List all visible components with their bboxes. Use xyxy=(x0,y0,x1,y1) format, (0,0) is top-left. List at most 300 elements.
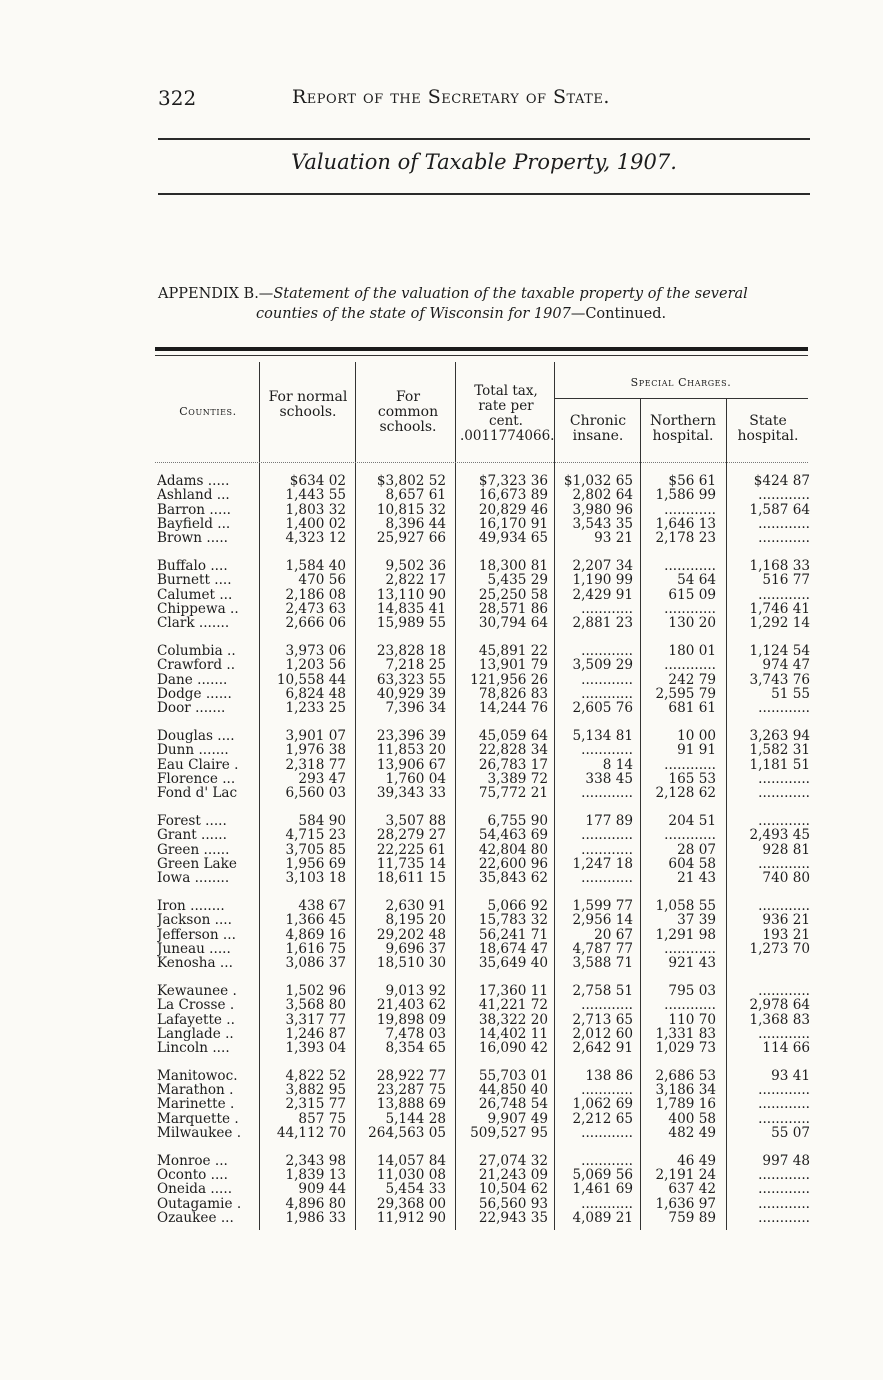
total-tax-cell: 30,794 64 xyxy=(478,615,548,632)
common-schools-cell: 39,343 33 xyxy=(376,785,446,802)
header-state-hospital: State hospital. xyxy=(737,413,799,444)
header-counties: Counties. xyxy=(179,405,237,418)
page-subtitle: Valuation of Taxable Property, 1907. xyxy=(291,150,677,174)
county-cell: Marathon . xyxy=(157,1083,234,1098)
state-hospital-cell: 2,978 64 xyxy=(749,997,810,1014)
chronic-insane-cell: ............ xyxy=(581,1195,633,1212)
state-hospital-cell: 51 55 xyxy=(771,685,810,702)
chronic-insane-cell: 3,509 29 xyxy=(572,657,633,674)
common-schools-cell: 18,510 30 xyxy=(376,955,446,972)
table-row xyxy=(0,928,883,942)
total-tax-cell: 5,066 92 xyxy=(487,897,548,914)
chronic-insane-cell: 338 45 xyxy=(585,770,633,787)
normal-schools-cell: 4,896 80 xyxy=(285,1195,346,1212)
total-tax-cell: 17,360 11 xyxy=(478,982,548,999)
county-cell: Adams ..... xyxy=(157,474,230,489)
state-hospital-cell: ............ xyxy=(758,855,810,872)
header-normal-schools: For normal schools. xyxy=(268,389,348,420)
northern-hospital-cell: 1,586 99 xyxy=(655,487,716,504)
county-cell: Oconto .... xyxy=(157,1168,228,1183)
header-chronic-insane: Chronic insane. xyxy=(569,413,627,444)
total-tax-cell: 44,850 40 xyxy=(478,1082,548,1099)
normal-schools-cell: 1,393 04 xyxy=(285,1040,346,1057)
northern-hospital-cell: 21 43 xyxy=(677,870,716,887)
common-schools-cell: 15,989 55 xyxy=(376,615,446,632)
county-cell: Eau Claire . xyxy=(157,757,239,772)
normal-schools-cell: 857 75 xyxy=(298,1110,346,1127)
chronic-insane-cell: 5,069 56 xyxy=(572,1167,633,1184)
county-cell: Dane ....... xyxy=(157,672,228,687)
chronic-insane-cell: 2,642 91 xyxy=(572,1040,633,1057)
county-cell: Green ...... xyxy=(157,842,230,857)
normal-schools-cell: 470 56 xyxy=(298,572,346,589)
northern-hospital-cell: ............ xyxy=(664,997,716,1014)
normal-schools-cell: 3,973 06 xyxy=(285,642,346,659)
table-row xyxy=(0,1069,883,1083)
northern-hospital-cell: 1,291 98 xyxy=(655,926,716,943)
total-tax-cell: 9,907 49 xyxy=(487,1110,548,1127)
state-hospital-cell: 1,124 54 xyxy=(749,642,810,659)
state-hospital-cell: ............ xyxy=(758,700,810,717)
state-hospital-cell: 3,263 94 xyxy=(749,727,810,744)
chronic-insane-cell: 5,134 81 xyxy=(572,727,633,744)
normal-schools-cell: 3,317 77 xyxy=(285,1011,346,1028)
county-cell: Fond d' Lac xyxy=(157,786,238,801)
chronic-insane-cell: ............ xyxy=(581,827,633,844)
normal-schools-cell: 4,869 16 xyxy=(285,926,346,943)
total-tax-cell: $7,323 36 xyxy=(478,473,548,489)
chronic-insane-cell: ............ xyxy=(581,1152,633,1169)
total-tax-cell: 22,828 34 xyxy=(478,742,548,759)
chronic-insane-cell: 20 67 xyxy=(594,926,633,943)
northern-hospital-cell: 1,029 73 xyxy=(655,1040,716,1057)
common-schools-cell: 8,195 20 xyxy=(385,912,446,929)
county-cell: Lafayette .. xyxy=(157,1012,235,1027)
county-cell: Ashland ... xyxy=(157,488,230,503)
northern-hospital-cell: 681 61 xyxy=(668,700,716,717)
northern-hospital-cell: 3,186 34 xyxy=(655,1082,716,1099)
county-cell: Door ....... xyxy=(157,701,226,716)
common-schools-cell: 29,202 48 xyxy=(376,926,446,943)
county-cell: Forest ..... xyxy=(157,813,227,829)
common-schools-cell: 18,611 15 xyxy=(376,870,446,887)
table-row xyxy=(0,573,883,587)
common-schools-cell: 5,144 28 xyxy=(385,1110,446,1127)
northern-hospital-cell: 400 58 xyxy=(668,1110,716,1127)
northern-hospital-cell: 759 89 xyxy=(668,1210,716,1227)
northern-hospital-cell: 130 20 xyxy=(668,615,716,632)
county-cell: Manitowoc. xyxy=(157,1068,238,1084)
chronic-insane-cell: ............ xyxy=(581,742,633,759)
normal-schools-cell: 3,901 07 xyxy=(285,727,346,744)
northern-hospital-cell: 180 01 xyxy=(668,642,716,659)
state-hospital-cell: 1,368 83 xyxy=(749,1011,810,1028)
total-tax-cell: 28,571 86 xyxy=(478,600,548,617)
chronic-insane-cell: 3,588 71 xyxy=(572,955,633,972)
total-tax-cell: 56,560 93 xyxy=(478,1195,548,1212)
total-tax-cell: 78,826 83 xyxy=(478,685,548,702)
northern-hospital-cell: 204 51 xyxy=(668,812,716,829)
header-bottom-rule xyxy=(155,462,808,463)
state-hospital-cell: ............ xyxy=(758,487,810,504)
table-row xyxy=(0,1097,883,1111)
northern-hospital-cell: ............ xyxy=(664,600,716,617)
state-hospital-cell: 740 80 xyxy=(762,870,810,887)
table-row xyxy=(0,687,883,701)
table-row xyxy=(0,531,883,545)
normal-schools-cell: 6,824 48 xyxy=(285,685,346,702)
total-tax-cell: 16,090 42 xyxy=(478,1040,548,1057)
table-row xyxy=(0,1041,883,1055)
county-cell: Dunn ....... xyxy=(157,743,229,758)
chronic-insane-cell: 3,980 96 xyxy=(572,501,633,518)
chronic-insane-cell: 2,956 14 xyxy=(572,912,633,929)
chronic-insane-cell: 2,207 34 xyxy=(572,557,633,574)
northern-hospital-cell: ............ xyxy=(664,657,716,674)
normal-schools-cell: 10,558 44 xyxy=(276,671,346,688)
total-tax-cell: 3,389 72 xyxy=(487,770,548,787)
table-row xyxy=(0,913,883,927)
county-cell: Crawford .. xyxy=(157,658,236,673)
header-rule-bottom xyxy=(158,193,810,195)
table-row xyxy=(0,1154,883,1168)
table-row xyxy=(0,729,883,743)
normal-schools-cell: 1,366 45 xyxy=(285,912,346,929)
normal-schools-cell: 1,233 25 xyxy=(285,700,346,717)
total-tax-cell: 27,074 32 xyxy=(478,1152,548,1169)
table-row xyxy=(0,644,883,658)
table-row xyxy=(0,488,883,502)
total-tax-cell: 41,221 72 xyxy=(478,997,548,1014)
normal-schools-cell: 2,343 98 xyxy=(285,1152,346,1169)
appendix-caption-line1: Statement of the valuation of the taxable property of the several xyxy=(273,286,748,302)
table-row xyxy=(0,517,883,531)
county-cell: Jackson .... xyxy=(157,913,232,928)
chronic-insane-cell: $1,032 65 xyxy=(563,473,633,489)
chronic-insane-cell: ............ xyxy=(581,870,633,887)
chronic-insane-cell: ............ xyxy=(581,1125,633,1142)
normal-schools-cell: 293 47 xyxy=(298,770,346,787)
table-top-thin-rule xyxy=(155,355,808,356)
common-schools-cell: 8,396 44 xyxy=(385,515,446,532)
normal-schools-cell: 4,715 23 xyxy=(285,827,346,844)
northern-hospital-cell: 2,191 24 xyxy=(655,1167,716,1184)
state-hospital-cell: 1,181 51 xyxy=(749,756,810,773)
normal-schools-cell: 4,323 12 xyxy=(285,530,346,547)
common-schools-cell: 19,898 09 xyxy=(376,1011,446,1028)
appendix-continued: —Continued. xyxy=(570,306,667,322)
state-hospital-cell: ............ xyxy=(758,897,810,914)
common-schools-cell: 10,815 32 xyxy=(376,501,446,518)
state-hospital-cell: 55 07 xyxy=(771,1125,810,1142)
table-row xyxy=(0,857,883,871)
table-row xyxy=(0,786,883,800)
chronic-insane-cell: 93 21 xyxy=(594,530,633,547)
normal-schools-cell: 1,803 32 xyxy=(285,501,346,518)
common-schools-cell: 28,922 77 xyxy=(376,1067,446,1084)
state-hospital-cell: 1,168 33 xyxy=(749,557,810,574)
common-schools-cell: 7,396 34 xyxy=(385,700,446,717)
total-tax-cell: 10,504 62 xyxy=(478,1181,548,1198)
table-row xyxy=(0,772,883,786)
northern-hospital-cell: 110 70 xyxy=(668,1011,716,1028)
normal-schools-cell: 1,616 75 xyxy=(285,940,346,957)
table-row xyxy=(0,673,883,687)
normal-schools-cell: 1,443 55 xyxy=(285,487,346,504)
table-row xyxy=(0,828,883,842)
total-tax-cell: 509,527 95 xyxy=(470,1125,548,1142)
table-row xyxy=(0,743,883,757)
normal-schools-cell: 1,203 56 xyxy=(285,657,346,674)
state-hospital-cell: 516 77 xyxy=(762,572,810,589)
northern-hospital-cell: ............ xyxy=(664,557,716,574)
county-cell: Marinette . xyxy=(157,1097,235,1112)
state-hospital-cell: ............ xyxy=(758,785,810,802)
normal-schools-cell: 3,568 80 xyxy=(285,997,346,1014)
northern-hospital-cell: ............ xyxy=(664,501,716,518)
table-row xyxy=(0,942,883,956)
state-hospital-cell: ............ xyxy=(758,1025,810,1042)
common-schools-cell: 11,912 90 xyxy=(376,1210,446,1227)
state-hospital-cell: ............ xyxy=(758,530,810,547)
northern-hospital-cell: $56 61 xyxy=(668,473,716,489)
chronic-insane-cell: 2,212 65 xyxy=(572,1110,633,1127)
header-special-charges: Special Charges. xyxy=(630,376,732,389)
table-row xyxy=(0,602,883,616)
county-cell: Chippewa .. xyxy=(157,601,239,617)
state-hospital-cell: 974 47 xyxy=(762,657,810,674)
table-row xyxy=(0,701,883,715)
table-row xyxy=(0,984,883,998)
common-schools-cell: 9,013 92 xyxy=(385,982,446,999)
total-tax-cell: 15,783 32 xyxy=(478,912,548,929)
normal-schools-cell: 2,315 77 xyxy=(285,1096,346,1113)
state-hospital-cell: 114 66 xyxy=(762,1040,810,1057)
state-hospital-cell: ............ xyxy=(758,1167,810,1184)
header-common-schools: For common schools. xyxy=(377,389,439,435)
northern-hospital-cell: 1,646 13 xyxy=(655,515,716,532)
total-tax-cell: 16,673 89 xyxy=(478,487,548,504)
total-tax-cell: 45,891 22 xyxy=(478,642,548,659)
northern-hospital-cell: 482 49 xyxy=(668,1125,716,1142)
state-hospital-cell: $424 87 xyxy=(753,473,810,489)
table-top-rule xyxy=(155,347,808,351)
total-tax-cell: 5,435 29 xyxy=(487,572,548,589)
county-cell: Clark ....... xyxy=(157,616,230,631)
northern-hospital-cell: 91 91 xyxy=(677,742,716,759)
state-hospital-cell: ............ xyxy=(758,812,810,829)
northern-hospital-cell: 921 43 xyxy=(668,955,716,972)
appendix-caption xyxy=(158,284,810,324)
total-tax-cell: 13,901 79 xyxy=(478,657,548,674)
county-cell: Barron ..... xyxy=(157,502,231,517)
table-row xyxy=(0,899,883,913)
chronic-insane-cell: 1,461 69 xyxy=(572,1181,633,1198)
table-row xyxy=(0,559,883,573)
total-tax-cell: 75,772 21 xyxy=(478,785,548,802)
total-tax-cell: 35,843 62 xyxy=(478,870,548,887)
total-tax-cell: 22,600 96 xyxy=(478,855,548,872)
table-row xyxy=(0,1112,883,1126)
state-hospital-cell: ............ xyxy=(758,982,810,999)
normal-schools-cell: 3,086 37 xyxy=(285,955,346,972)
common-schools-cell: 23,396 39 xyxy=(376,727,446,744)
normal-schools-cell: 1,839 13 xyxy=(285,1167,346,1184)
common-schools-cell: 28,279 27 xyxy=(376,827,446,844)
common-schools-cell: 264,563 05 xyxy=(368,1125,446,1142)
common-schools-cell: 13,110 90 xyxy=(376,586,446,603)
running-title: Report of the Secretary of State. xyxy=(292,86,610,108)
common-schools-cell: $3,802 52 xyxy=(376,473,446,489)
county-cell: Green Lake xyxy=(157,856,237,872)
state-hospital-cell: 2,493 45 xyxy=(749,827,810,844)
header-total-tax: Total tax, rate per cent. .0011774066. xyxy=(460,383,555,444)
northern-hospital-cell: 2,595 79 xyxy=(655,685,716,702)
chronic-insane-cell: ............ xyxy=(581,785,633,802)
total-tax-cell: 35,649 40 xyxy=(478,955,548,972)
chronic-insane-cell: 2,881 23 xyxy=(572,615,633,632)
total-tax-cell: 20,829 46 xyxy=(478,501,548,518)
chronic-insane-cell: ............ xyxy=(581,685,633,702)
total-tax-cell: 16,170 91 xyxy=(478,515,548,532)
state-hospital-cell: 3,743 76 xyxy=(749,671,810,688)
normal-schools-cell: 1,976 38 xyxy=(285,742,346,759)
county-cell: Dodge ...... xyxy=(157,686,232,702)
common-schools-cell: 63,323 55 xyxy=(376,671,446,688)
total-tax-cell: 56,241 71 xyxy=(478,926,548,943)
chronic-insane-cell: 8 14 xyxy=(602,756,633,773)
table-row xyxy=(0,814,883,828)
northern-hospital-cell: 37 39 xyxy=(677,912,716,929)
northern-hospital-cell: 604 58 xyxy=(668,855,716,872)
header-rule-top xyxy=(158,138,810,140)
common-schools-cell: 13,906 67 xyxy=(376,756,446,773)
northern-hospital-cell: 637 42 xyxy=(668,1181,716,1198)
chronic-insane-cell: 2,429 91 xyxy=(572,586,633,603)
county-cell: Iowa ........ xyxy=(157,871,230,886)
table-row xyxy=(0,871,883,885)
common-schools-cell: 22,225 61 xyxy=(376,841,446,858)
county-cell: Juneau ..... xyxy=(157,941,231,957)
state-hospital-cell: 1,273 70 xyxy=(749,940,810,957)
chronic-insane-cell: 177 89 xyxy=(585,812,633,829)
total-tax-cell: 49,934 65 xyxy=(478,530,548,547)
state-hospital-cell: 1,292 14 xyxy=(749,615,810,632)
chronic-insane-cell: 4,089 21 xyxy=(572,1210,633,1227)
northern-hospital-cell: 46 49 xyxy=(677,1152,716,1169)
table-row xyxy=(0,758,883,772)
common-schools-cell: 29,368 00 xyxy=(376,1195,446,1212)
table-row xyxy=(0,998,883,1012)
common-schools-cell: 8,354 65 xyxy=(385,1040,446,1057)
chronic-insane-cell: 2,012 60 xyxy=(572,1025,633,1042)
county-cell: Jefferson ... xyxy=(157,927,236,942)
total-tax-cell: 14,402 11 xyxy=(478,1025,548,1042)
common-schools-cell: 3,507 88 xyxy=(385,812,446,829)
normal-schools-cell: 3,103 18 xyxy=(285,870,346,887)
normal-schools-cell: 584 90 xyxy=(298,812,346,829)
common-schools-cell: 2,630 91 xyxy=(385,897,446,914)
common-schools-cell: 40,929 39 xyxy=(376,685,446,702)
state-hospital-cell: ............ xyxy=(758,1195,810,1212)
normal-schools-cell: 44,112 70 xyxy=(276,1125,346,1142)
county-cell: Marquette . xyxy=(157,1111,239,1127)
special-charges-rule xyxy=(554,398,808,399)
table-row xyxy=(0,1197,883,1211)
northern-hospital-cell: 795 03 xyxy=(668,982,716,999)
state-hospital-cell: ............ xyxy=(758,1110,810,1127)
common-schools-cell: 9,696 37 xyxy=(385,940,446,957)
northern-hospital-cell: 2,178 23 xyxy=(655,530,716,547)
county-cell: Douglas .... xyxy=(157,728,235,744)
total-tax-cell: 25,250 58 xyxy=(478,586,548,603)
county-cell: Milwaukee . xyxy=(157,1126,242,1141)
table-row xyxy=(0,1211,883,1225)
northern-hospital-cell: 54 64 xyxy=(677,572,716,589)
total-tax-cell: 55,703 01 xyxy=(478,1067,548,1084)
county-cell: Buffalo .... xyxy=(157,558,228,574)
northern-hospital-cell: 242 79 xyxy=(668,671,716,688)
county-cell: Oneida ..... xyxy=(157,1182,233,1197)
common-schools-cell: 11,853 20 xyxy=(376,742,446,759)
chronic-insane-cell: 1,190 99 xyxy=(572,572,633,589)
total-tax-cell: 42,804 80 xyxy=(478,841,548,858)
total-tax-cell: 6,755 90 xyxy=(487,812,548,829)
normal-schools-cell: 2,186 08 xyxy=(285,586,346,603)
state-hospital-cell: 193 21 xyxy=(762,926,810,943)
table-row xyxy=(0,956,883,970)
state-hospital-cell: ............ xyxy=(758,1210,810,1227)
state-hospital-cell: 1,587 64 xyxy=(749,501,810,518)
state-hospital-cell: ............ xyxy=(758,1082,810,1099)
northern-hospital-cell: 615 09 xyxy=(668,586,716,603)
normal-schools-cell: 1,246 87 xyxy=(285,1025,346,1042)
table-row xyxy=(0,616,883,630)
table-row xyxy=(0,1027,883,1041)
northern-hospital-cell: 1,058 55 xyxy=(655,897,716,914)
normal-schools-cell: 2,666 06 xyxy=(285,615,346,632)
northern-hospital-cell: 2,686 53 xyxy=(655,1067,716,1084)
county-cell: Outagamie . xyxy=(157,1196,242,1212)
common-schools-cell: 11,735 14 xyxy=(376,855,446,872)
northern-hospital-cell: 28 07 xyxy=(677,841,716,858)
table-body xyxy=(0,474,883,1225)
chronic-insane-cell: 4,787 77 xyxy=(572,940,633,957)
county-cell: Kewaunee . xyxy=(157,983,237,999)
northern-hospital-cell: 2,128 62 xyxy=(655,785,716,802)
chronic-insane-cell: 2,713 65 xyxy=(572,1011,633,1028)
appendix-line-1 xyxy=(158,284,810,304)
table-row xyxy=(0,474,883,488)
chronic-insane-cell: ............ xyxy=(581,1082,633,1099)
state-hospital-cell: 928 81 xyxy=(762,841,810,858)
state-hospital-cell: 93 41 xyxy=(771,1067,810,1084)
table-row xyxy=(0,503,883,517)
northern-hospital-cell: 1,636 97 xyxy=(655,1195,716,1212)
county-cell: Monroe ... xyxy=(157,1153,228,1169)
normal-schools-cell: 1,956 69 xyxy=(285,855,346,872)
normal-schools-cell: 6,560 03 xyxy=(285,785,346,802)
page-number: 322 xyxy=(158,86,197,110)
chronic-insane-cell: 2,802 64 xyxy=(572,487,633,504)
common-schools-cell: 8,657 61 xyxy=(385,487,446,504)
total-tax-cell: 18,300 81 xyxy=(478,557,548,574)
state-hospital-cell: ............ xyxy=(758,586,810,603)
appendix-caption-line2: counties of the state of Wisconsin for 1907 xyxy=(256,306,571,322)
normal-schools-cell: 3,882 95 xyxy=(285,1082,346,1099)
state-hospital-cell: 936 21 xyxy=(762,912,810,929)
chronic-insane-cell: 3,543 35 xyxy=(572,515,633,532)
